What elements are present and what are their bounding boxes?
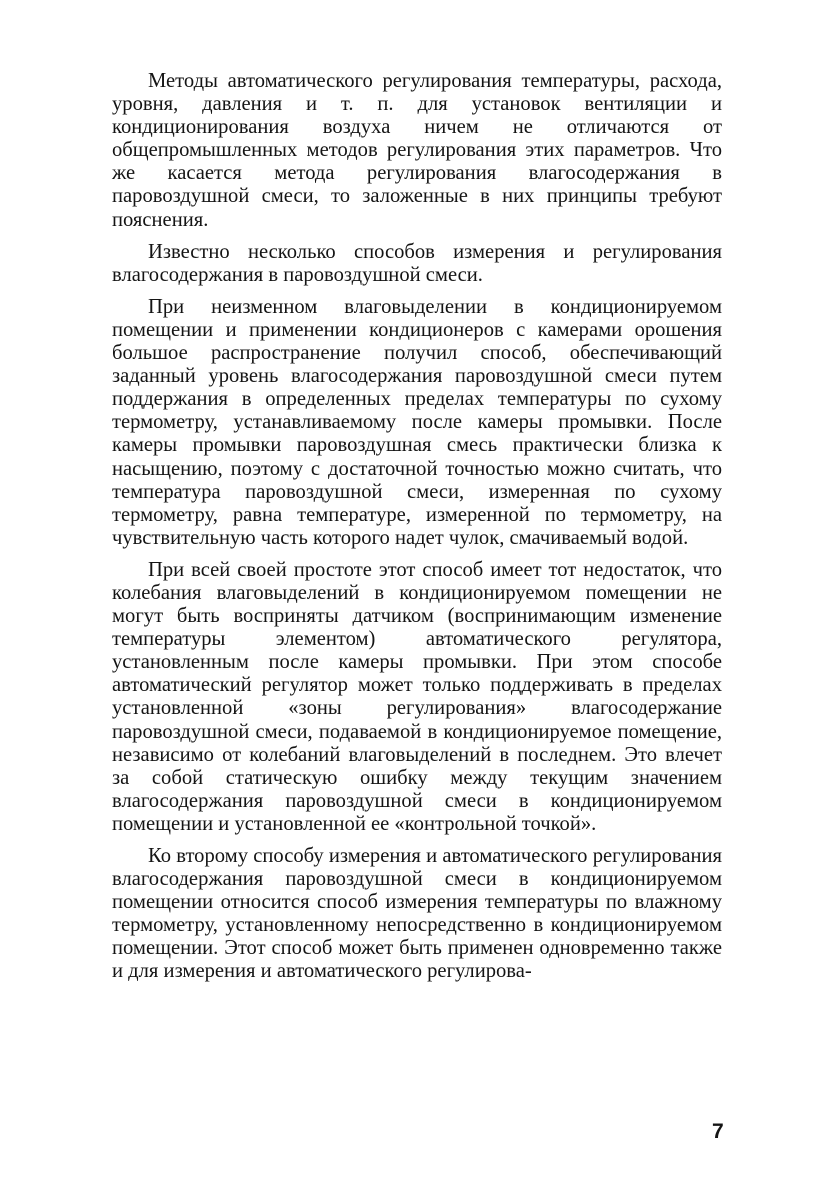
paragraph-5: Ко второму способу измерения и автоматического регулирования влагосодержания паровоздушной смеси в кондиционируемом помещении относится способ измерения температуры по влажному термометру, установленному непосредственно в кондиционируемом помещении. Этот способ может быть применен одновременно также и для измерения и автоматического регулирова-	[112, 845, 722, 983]
page-number: 7	[712, 1120, 724, 1143]
paragraph-1: Методы автоматического регулирования температуры, расхода, уровня, давления и т. п. для установок вентиляции и кондиционирования воздуха ничем не отличаются от общепромышленных методов регулирования этих параметров. Что же касается метода регулирования влагосодержания в паровоздушной смеси, то заложенные в них принципы требуют пояснения.	[112, 70, 722, 231]
paragraph-2: Известно несколько способов измерения и регулирования влагосодержания в паровоздушной смеси.	[112, 240, 722, 286]
body-text	[112, 70, 722, 993]
paragraph-4: При всей своей простоте этот способ имеет тот недостаток, что колебания влаговыделений в кондиционируемом помещении не могут быть восприняты датчиком (воспринимающим изменение температуры элементом) автоматического регулятора, установленным после камеры промывки. При этом способе автоматический регулятор может только поддерживать в пределах установленной «зоны регулирования» влагосодержание паровоздушной смеси, подаваемой в кондиционируемое помещение, независимо от колебаний влаговыделений в последнем. Это влечет за собой статическую ошибку между текущим значением влагосодержания паровоздушной смеси в кондиционируемом помещении и установленной ее «контрольной точкой».	[112, 558, 722, 835]
paragraph-3: При неизменном влаговыделении в кондиционируемом помещении и применении кондиционеров с камерами орошения большое распространение получил способ, обеспечивающий заданный уровень влагосодержания паровоздушной смеси путем поддержания в определенных пределах температуры по сухому термометру, устанавливаемому после камеры промывки. После камеры промывки паровоздушная смесь практически близка к насыщению, поэтому с достаточной точностью можно считать, что температура паровоздушной смеси, измеренная по сухому термометру, равна температуре, измеренной по термометру, на чувствительную часть которого надет чулок, смачиваемый водой.	[112, 295, 722, 549]
